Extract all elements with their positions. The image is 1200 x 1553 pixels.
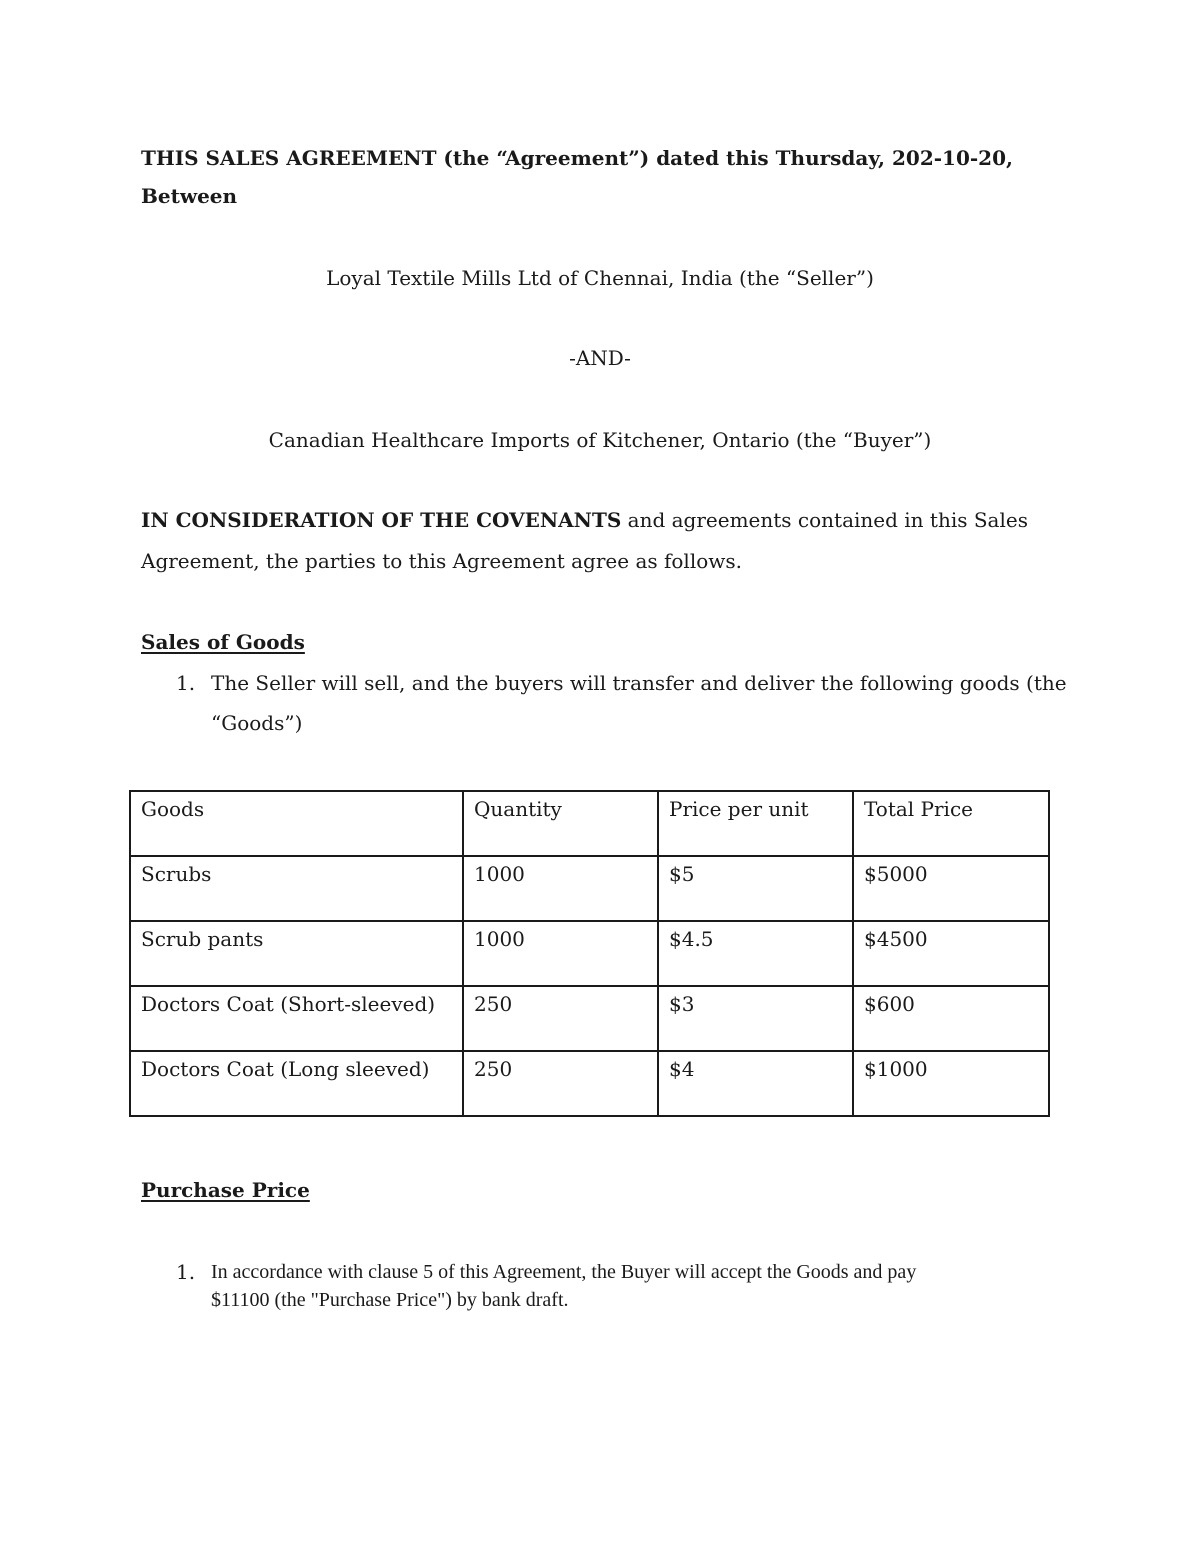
table-header-cell: Total Price (853, 791, 1049, 856)
table-cell: Scrubs (130, 856, 463, 921)
purchase-clause-line-1: In accordance with clause 5 of this Agreement, the Buyer will accept the Goods and pay (211, 1261, 917, 1283)
table-cell: $4500 (853, 921, 1049, 986)
list-number: 1. (176, 671, 196, 695)
table-header-row (130, 791, 1049, 856)
consideration-line-2: Agreement, the parties to this Agreement agree as follows. (141, 549, 743, 573)
table-cell: $1000 (853, 1051, 1049, 1116)
goods-table (129, 790, 1050, 1117)
table-cell: $5 (658, 856, 853, 921)
seller-party: Loyal Textile Mills Ltd of Chennai, India (the “Seller”) (326, 266, 874, 290)
and-separator: -AND- (569, 346, 631, 370)
agreement-title-line: THIS SALES AGREEMENT (the “Agreement”) dated this Thursday, 202-10-20, (141, 146, 1013, 170)
purchase-price-heading: Purchase Price (141, 1178, 310, 1202)
table-cell: 1000 (463, 921, 658, 986)
table-header-cell: Quantity (463, 791, 658, 856)
table-cell: Doctors Coat (Long sleeved) (130, 1051, 463, 1116)
table-header-cell: Price per unit (658, 791, 853, 856)
table-cell: $600 (853, 986, 1049, 1051)
consideration-bold: IN CONSIDERATION OF THE COVENANTS (141, 508, 622, 532)
goods-clause-line-1: The Seller will sell, and the buyers will transfer and deliver the following goods (the (211, 671, 1067, 695)
buyer-party: Canadian Healthcare Imports of Kitchener, Ontario (the “Buyer”) (268, 428, 932, 452)
table-cell: Scrub pants (130, 921, 463, 986)
table-row (130, 1051, 1049, 1116)
table-row (130, 856, 1049, 921)
sales-of-goods-heading: Sales of Goods (141, 630, 305, 654)
table-cell: Doctors Coat (Short-sleeved) (130, 986, 463, 1051)
between-label: Between (141, 184, 238, 208)
consideration-rest: and agreements contained in this Sales (621, 508, 1028, 532)
list-number: 1. (176, 1260, 196, 1284)
table-cell: 250 (463, 1051, 658, 1116)
table-cell: $5000 (853, 856, 1049, 921)
table-row (130, 986, 1049, 1051)
table-cell: $4 (658, 1051, 853, 1116)
table-row (130, 921, 1049, 986)
purchase-clause-line-2: $11100 (the "Purchase Price") by bank draft. (211, 1289, 569, 1311)
table-cell: 1000 (463, 856, 658, 921)
table-header-cell: Goods (130, 791, 463, 856)
goods-clause-line-2: “Goods”) (211, 711, 303, 735)
consideration-line-1 (141, 500, 1028, 540)
table-cell: $3 (658, 986, 853, 1051)
table-cell: $4.5 (658, 921, 853, 986)
table-cell: 250 (463, 986, 658, 1051)
